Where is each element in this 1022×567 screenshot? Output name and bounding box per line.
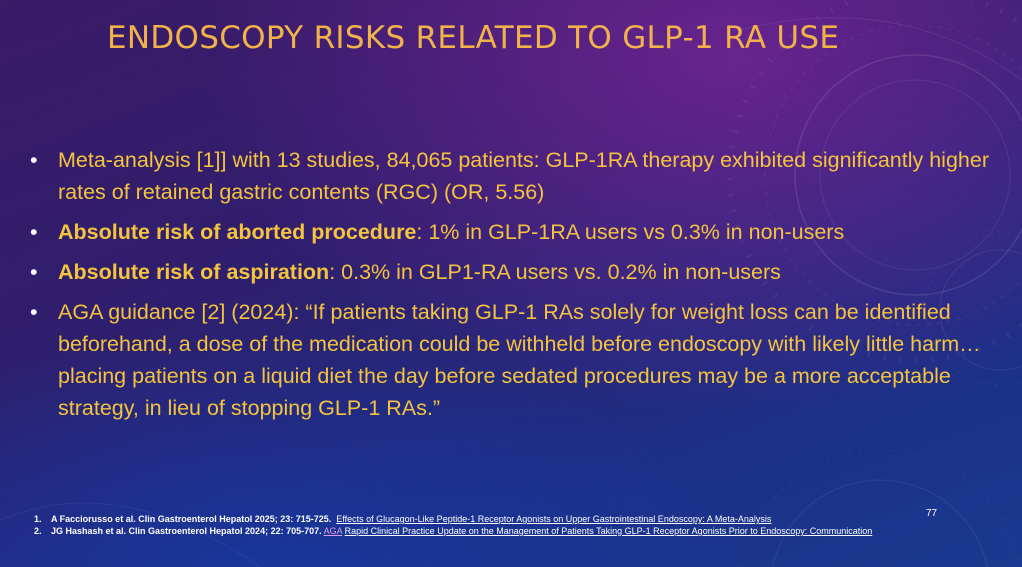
bullet-item-meta-analysis bbox=[30, 144, 1015, 208]
bullet-item-aspiration bbox=[30, 256, 1015, 288]
reference-number: 1. bbox=[34, 514, 42, 524]
bullet-text: AGA guidance [2] (2024): “If patients taking GLP-1 RAs solely for weight loss can be identified beforehand, a dose of the medication could be withheld before endoscopy with likely little harm…placing patients on a liquid diet the day before sedated procedures may be a more acceptable strategy, in lieu of stopping GLP-1 RAs.” bbox=[58, 300, 981, 420]
reference-number: 2. bbox=[34, 526, 42, 536]
reference-list bbox=[34, 513, 914, 537]
bullet-dot-icon: • bbox=[30, 148, 38, 172]
reference-citation: A Facciorusso et al. Clin Gastroenterol Hepatol 2025; 23: 715-725. bbox=[51, 514, 332, 524]
reference-link[interactable]: Effects of Glucagon-Like Peptide-1 Receptor Agonists on Upper Gastrointestinal Endoscopy: A Meta-Analysis bbox=[336, 514, 772, 524]
reference-citation: JG Hashash et al. Clin Gastroenterol Hepatol 2024; 22: 705-707. bbox=[51, 526, 322, 536]
bullet-text: : 1% in GLP-1RA users vs 0.3% in non-users bbox=[416, 220, 845, 244]
bullet-dot-icon: • bbox=[30, 300, 38, 324]
reference-link-aga[interactable]: AGA bbox=[323, 526, 343, 536]
page-number: 77 bbox=[926, 508, 938, 519]
bullet-text: : 0.3% in GLP1-RA users vs. 0.2% in non-users bbox=[329, 260, 781, 284]
bullet-item-aga-guidance bbox=[30, 296, 1015, 424]
bullet-text: Meta-analysis [1]] with 13 studies, 84,065 patients: GLP-1RA therapy exhibited significantly higher rates of retained gastric contents (RGC) (OR, 5.56) bbox=[58, 148, 989, 204]
bullet-list bbox=[30, 144, 1015, 432]
bullet-dot-icon: • bbox=[30, 220, 38, 244]
reference-item bbox=[34, 525, 914, 537]
bullet-bold-text: Absolute risk of aborted procedure bbox=[58, 220, 417, 244]
bullet-item-aborted-procedure bbox=[30, 216, 1015, 248]
reference-item bbox=[34, 513, 914, 525]
bullet-bold-text: Absolute risk of aspiration bbox=[58, 260, 330, 284]
bullet-dot-icon: • bbox=[30, 260, 38, 284]
slide-title: ENDOSCOPY RISKS RELATED TO GLP-1 RA USE bbox=[107, 20, 840, 56]
reference-link[interactable]: Rapid Clinical Practice Update on the Management of Patients Taking GLP-1 Receptor Agonists Prior to Endoscopy: Communication bbox=[344, 526, 873, 536]
